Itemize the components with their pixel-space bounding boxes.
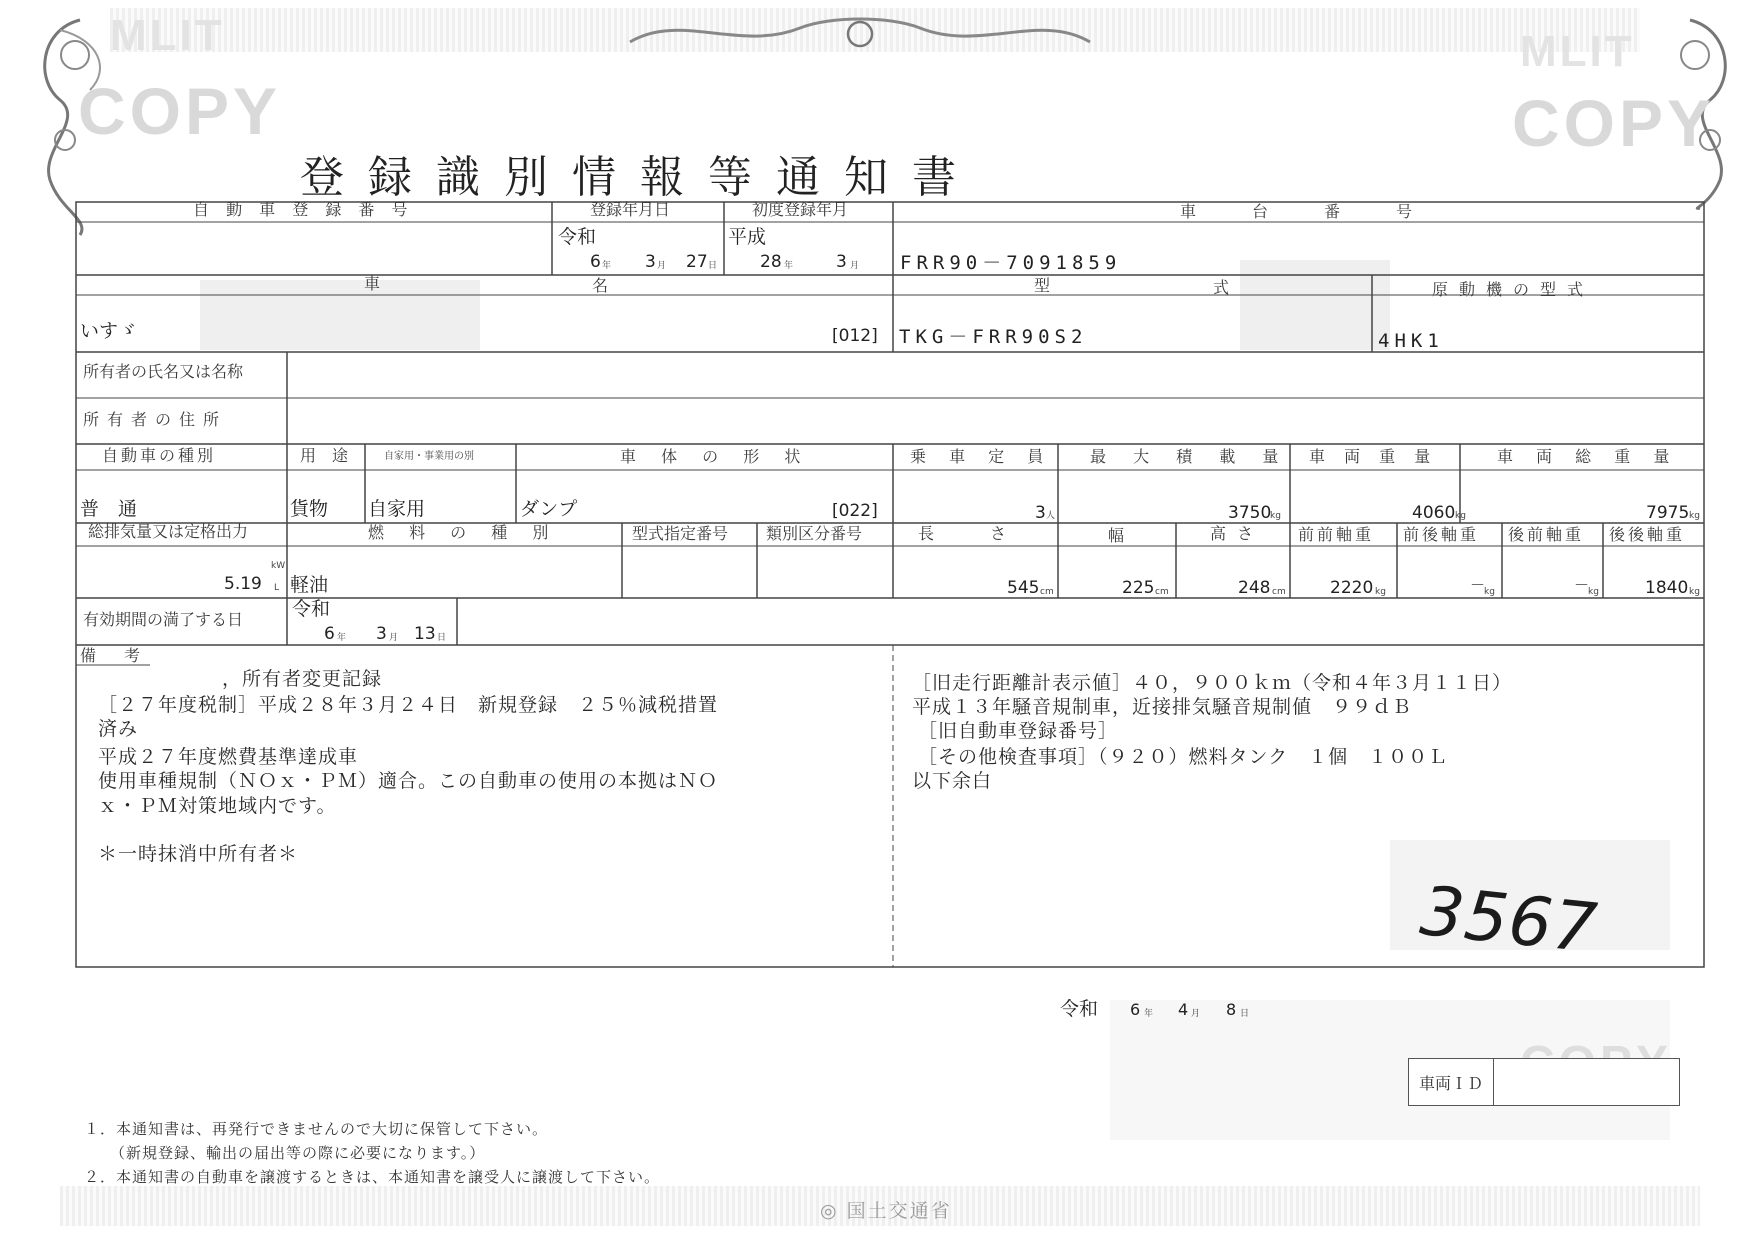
max-load-value: 3750 — [1228, 503, 1272, 523]
issue-day: 8 — [1226, 1000, 1237, 1019]
gross-weight-value: 7975 — [1646, 503, 1690, 523]
first-month-unit: 月 — [850, 261, 860, 271]
capacity-unit: 人 — [1046, 511, 1056, 521]
reg-month-unit: 月 — [657, 261, 667, 271]
reg-year: 6 — [590, 252, 601, 272]
reg-month: 3 — [645, 252, 656, 272]
label-capacity: 乗 車 定 員 — [910, 447, 1053, 466]
expiry-year-unit: 年 — [337, 633, 347, 643]
expiry-month: 3 — [376, 624, 387, 644]
label-rf-axle: 後前軸重 — [1508, 525, 1585, 544]
private-business-value: 自家用 — [368, 498, 426, 520]
vehicle-id-label: 車両ＩＤ — [1409, 1059, 1494, 1105]
remark-left-6: ｘ・ＰＭ対策地域内です。 — [98, 795, 337, 817]
reg-day: 27 — [686, 252, 708, 272]
remark-right-2: 平成１３年騒音規制車，近接排気騒音規制値 ９９ｄＢ — [912, 696, 1413, 718]
length-value: 545 — [1007, 578, 1040, 598]
label-chassis-number: 車 台 番 号 — [1180, 202, 1421, 221]
width-value: 225 — [1122, 578, 1155, 598]
width-unit: cm — [1155, 587, 1169, 597]
vehicle-weight-value: 4060 — [1412, 503, 1456, 523]
label-owner-name: 所有者の氏名又は名称 — [83, 362, 244, 381]
remark-right-1: ［旧走行距離計表示値］４０，９００ｋｍ（令和４年３月１１日） — [912, 672, 1513, 694]
issuer-emblem-icon: ◎ — [820, 1200, 839, 1222]
reg-era: 令和 — [558, 226, 597, 248]
displacement-unit-kw: kW — [271, 561, 286, 571]
max-load-unit: kg — [1270, 511, 1281, 521]
ff-axle-unit: kg — [1375, 587, 1386, 597]
watermark-mlit-top-left: MLIT — [110, 11, 225, 60]
label-height: 高 さ — [1210, 524, 1257, 543]
height-value: 248 — [1238, 578, 1271, 598]
issue-year: 6 — [1130, 1000, 1141, 1019]
displacement-unit-l: L — [274, 583, 280, 593]
label-registration-number: 自 動 車 登 録 番 号 — [193, 200, 414, 219]
fuel-type-value: 軽油 — [290, 574, 329, 596]
expiry-month-unit: 月 — [389, 633, 399, 643]
rr-axle-unit: kg — [1689, 587, 1700, 597]
label-model-left: 型 — [1034, 276, 1051, 295]
label-owner-address: 所有者の住所 — [83, 410, 228, 429]
remark-left-4: 平成２７年度燃費基準達成車 — [98, 746, 359, 768]
issue-year-unit: 年 — [1144, 1009, 1154, 1019]
label-length: 長 さ — [918, 524, 1015, 543]
chassis-number-value: FRR90－7091859 — [900, 252, 1122, 274]
vehicle-type-value: 普 通 — [80, 498, 138, 520]
label-type-designation: 型式指定番号 — [632, 524, 729, 543]
remark-left-1: ，所有者変更記録 — [222, 668, 383, 690]
label-max-load: 最 大 積 載 量 — [1090, 447, 1290, 466]
length-unit: cm — [1040, 587, 1054, 597]
body-shape-value: ダンプ — [520, 498, 578, 520]
issue-day-unit: 日 — [1240, 1009, 1250, 1019]
label-rr-axle: 後後軸重 — [1609, 525, 1686, 544]
document-title: 登録識別情報等通知書 — [300, 152, 980, 203]
label-width: 幅 — [1108, 526, 1125, 545]
watermark-copy-top-right: COPY — [1512, 86, 1716, 160]
label-vehicle-weight: 車 両 重 量 — [1309, 447, 1438, 466]
label-engine-model: 原動機の型式 — [1432, 280, 1595, 299]
expiry-day-unit: 日 — [437, 633, 447, 643]
watermark-mlit-top-right: MLIT — [1520, 27, 1635, 76]
first-year-unit: 年 — [784, 261, 794, 271]
fr-axle-value: － — [1470, 576, 1486, 594]
rf-axle-unit: kg — [1588, 587, 1599, 597]
footer-note-2: （新規登録、輸出の届出等の際に必要になります。） — [110, 1144, 486, 1162]
issue-era: 令和 — [1060, 998, 1099, 1020]
first-year: 28 — [760, 252, 782, 272]
label-first-registration: 初度登録年月 — [752, 200, 849, 219]
issue-month-unit: 月 — [1191, 1009, 1201, 1019]
model-value: TKG－FRR90S2 — [899, 326, 1088, 348]
issuer-logo — [820, 1196, 952, 1223]
ff-axle-value: 2220 — [1330, 578, 1374, 598]
label-gross-weight: 車 両 総 重 量 — [1497, 447, 1679, 466]
remark-left-5: 使用車種規制（ＮＯｘ・ＰＭ）適合。この自動車の使用の本拠はＮＯ — [98, 770, 719, 792]
label-model-right: 式 — [1213, 278, 1230, 297]
vehicle-name-value: いすゞ — [80, 320, 138, 342]
usage-value: 貨物 — [290, 498, 329, 520]
displacement-value: 5.19 — [224, 574, 262, 594]
label-ff-axle: 前前軸重 — [1298, 525, 1375, 544]
label-private-business: 自家用・事業用の別 — [384, 451, 474, 462]
label-vehicle-name-right: 名 — [592, 276, 609, 295]
first-month: 3 — [836, 252, 847, 272]
first-era: 平成 — [728, 226, 767, 248]
label-vehicle-type: 自動車の種別 — [102, 446, 217, 465]
label-category-number: 類別区分番号 — [766, 524, 863, 543]
vehicle-weight-unit: kg — [1455, 511, 1466, 521]
label-displacement: 総排気量又は定格出力 — [88, 522, 249, 541]
label-registration-date: 登録年月日 — [590, 200, 671, 219]
handwritten-number: 3567 — [1416, 872, 1602, 970]
reg-year-unit: 年 — [602, 261, 612, 271]
remark-left-2: ［２７年度税制］平成２８年３月２４日 新規登録 ２５％減税措置 — [98, 694, 719, 716]
vehicle-id-box — [1408, 1058, 1680, 1106]
remark-left-3: 済み — [98, 718, 139, 740]
footer-note-3: ２．本通知書の自動車を譲渡するときは、本通知書を譲受人に譲渡して下さい。 — [84, 1168, 661, 1186]
gross-weight-unit: kg — [1689, 511, 1700, 521]
engine-model-value: 4HK1 — [1378, 330, 1444, 352]
issue-month: 4 — [1178, 1000, 1189, 1019]
label-body-shape: 車 体 の 形 状 — [620, 447, 811, 466]
label-usage: 用 途 — [300, 446, 349, 465]
rf-axle-value: － — [1574, 576, 1590, 594]
label-expiry: 有効期間の満了する日 — [83, 610, 244, 629]
label-remarks: 備 考 — [80, 646, 147, 665]
label-fuel-type: 燃 料 の 種 別 — [368, 523, 559, 542]
label-vehicle-name-left: 車 — [364, 274, 381, 293]
issuer-name: 国土交通省 — [846, 1200, 952, 1222]
remark-right-3: ［旧自動車登録番号］ — [918, 720, 1119, 742]
remark-right-4: ［その他検査事項］（９２０）燃料タンク １個 １００Ｌ — [918, 746, 1449, 768]
rr-axle-value: 1840 — [1645, 578, 1689, 598]
remark-left-7: ＊一時抹消中所有者＊ — [98, 843, 299, 865]
remark-right-5: 以下余白 — [912, 770, 993, 792]
label-fr-axle: 前後軸重 — [1403, 525, 1480, 544]
watermark-copy-top-left: COPY — [78, 74, 282, 148]
capacity-value: 3 — [1035, 503, 1046, 523]
fr-axle-unit: kg — [1484, 587, 1495, 597]
expiry-era: 令和 — [292, 598, 331, 620]
expiry-day: 13 — [414, 624, 436, 644]
height-unit: cm — [1272, 587, 1286, 597]
model-code: [012] — [832, 326, 878, 346]
footer-note-1: １．本通知書は、再発行できませんので大切に保管して下さい。 — [84, 1120, 549, 1138]
body-code: [022] — [832, 501, 878, 521]
expiry-year: 6 — [324, 624, 335, 644]
reg-day-unit: 日 — [708, 261, 718, 271]
